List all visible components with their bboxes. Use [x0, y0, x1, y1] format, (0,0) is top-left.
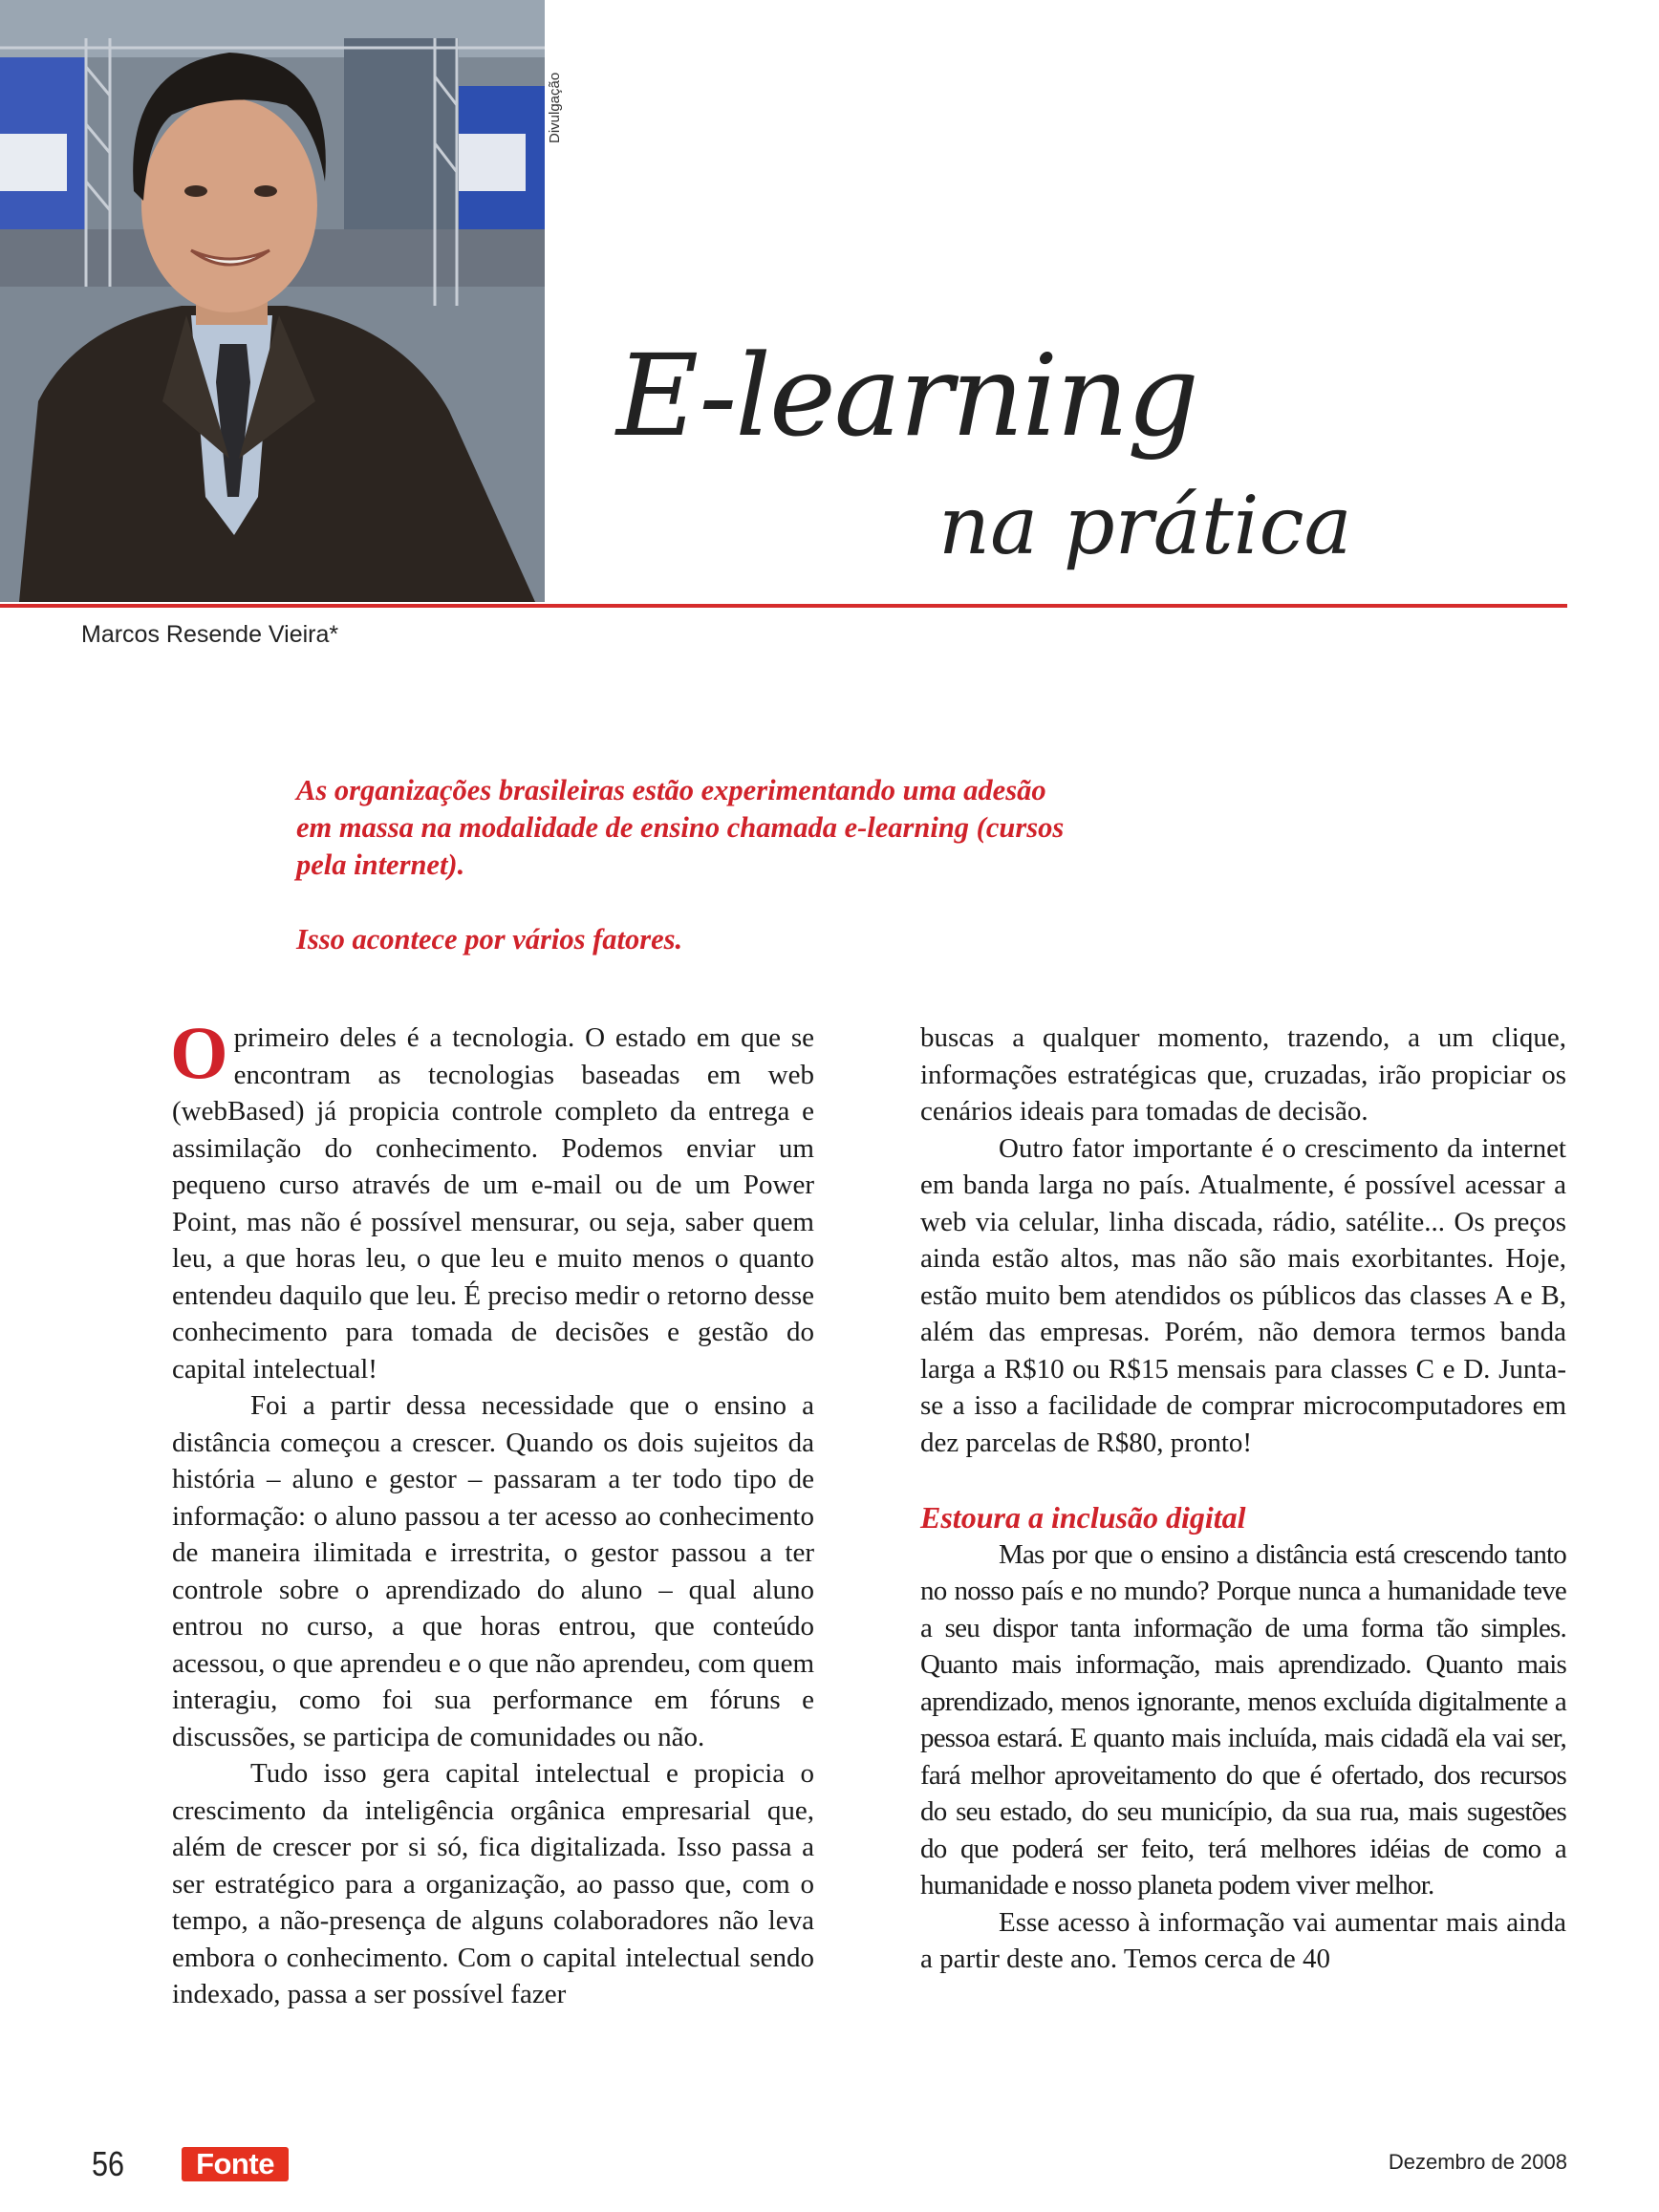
lead-text-2: Isso acontece por vários fatores. [296, 923, 683, 956]
drop-cap: O [170, 1011, 228, 1094]
lead-text: As organizações brasileiras estão experimentando uma adesão em massa na modalidade de ensino chamada e-learning (cursos pela internet). [296, 774, 1065, 881]
body-paragraph: Mas por que o ensino a distância está crescendo tanto no nosso país e no mundo? Porque nunca a humanidade teve a seu dispor tanta informação de uma forma tão simples. Quanto mais informação, mais aprendizado. Quanto mais aprendizado, menos ignorante, menos excluída digitalmente a pessoa estará. E quanto mais incluída, mais cidadã ela vai ser, fará melhor aproveitamento do que é ofertado, dos recursos do seu estado, do seu município, da sua rua, mais sugestões do que poderá ser feito, terá melhores idéias de como a humanidade e nosso planeta podem viver melhor. [920, 1538, 1566, 1901]
body-paragraph: Outro fator importante é o crescimento da internet em banda larga no país. Atualmente, é possível acessar a web via celular, linha discada, rádio, satélite... Os preços ainda estão altos, mas não são mais exorbitantes. Hoje, estão muito bem atendidos os públicos das classes A e B, além das empresas. Porém, não demora termos banda larga a R$10 ou R$15 mensais para classes C e D. Junta-se a isso a facilidade de comprar microcomputadores em dez parcelas de R$80, pronto! [920, 1132, 1566, 1458]
author-photo [0, 0, 545, 602]
magazine-logo [182, 2147, 289, 2181]
author-byline: Marcos Resende Vieira* [81, 621, 339, 648]
paragraph-text: primeiro deles é a tecnologia. O estado em que se encontram as tecnologias baseadas em web (webBased) já propicia controle completo da entrega e assimilação do conhecimento. Podemos enviar um pequeno curso através de um e-mail ou de um Power Point, mas não é possível mensurar, ou seja, saber quem leu, a que horas leu, o que leu e muito menos o quanto entendeu daquilo que leu. É preciso medir o retorno desse conhecimento para tomada de decisões e gestão do capital intelectual! [172, 1022, 814, 1385]
body-column-1 [170, 1011, 814, 2013]
portrait-illustration [0, 0, 545, 602]
body-paragraph: Foi a partir dessa necessidade que o ensino a distância começou a crescer. Quando os dois sujeitos da história – aluno e gestor – passaram a ter todo tipo de informação: o aluno passou a ter acesso ao conhecimento de maneira ilimitada e irrestrita, o gestor passou a ter controle sobre o aprendizado do aluno – qual aluno entrou no curso, a que horas entrou, que conteúdo acessou, o que aprendeu e o que não aprendeu, com quem interagiu, como foi sua performance em fóruns e discussões, se participa de comunidades ou não. [172, 1390, 814, 1752]
title-divider [0, 604, 1567, 608]
article-subtitle: na prática [938, 479, 1352, 572]
photo-credit: Divulgação [547, 72, 563, 143]
logo-text: Fonte [196, 2147, 274, 2180]
body-paragraph: Esse acesso à informação vai aumentar mais ainda a partir deste ano. Temos cerca de 40 [920, 1906, 1566, 1974]
article-title: E-learning [616, 330, 1197, 462]
section-heading: Estoura a inclusão digital [920, 1500, 1246, 1535]
body-paragraph: Tudo isso gera capital intelectual e propicia o crescimento da inteligência orgânica empresarial que, além de crescer por si só, fica digitalizada. Isso passa a ser estratégico para a organização, ao passo que, com o tempo, a não-presença de alguns colaboradores não leva embora o conhecimento. Com o capital intelectual sendo indexado, passa a ser possível fazer [172, 1758, 814, 2009]
issue-date: Dezembro de 2008 [1388, 2150, 1567, 2174]
body-paragraph: buscas a qualquer momento, trazendo, a um clique, informações estratégicas que, cruzadas, irão propiciar os cenários ideais para tomadas de decisão. [920, 1022, 1566, 1127]
page-number: 56 [92, 2144, 125, 2183]
body-paragraph [170, 1011, 814, 1387]
lead-paragraph [296, 772, 1080, 958]
body-column-2 [920, 1020, 1566, 1978]
